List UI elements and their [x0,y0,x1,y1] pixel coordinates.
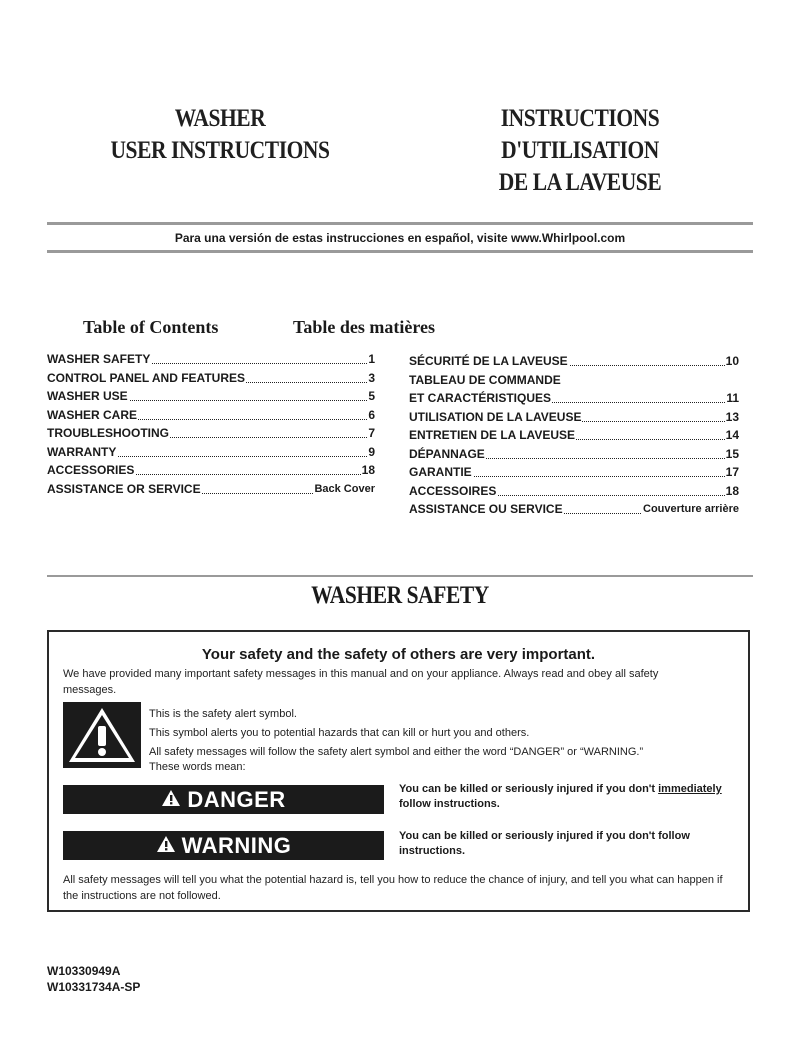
toc-entry-label: GARANTIE [409,465,472,479]
toc-entry-page: 18 [361,463,375,477]
toc-entry-page: Back Cover [313,480,375,498]
french-title [445,103,715,199]
doc-code: W10331734A-SP [47,980,141,994]
toc-entry-page: 3 [368,370,375,385]
doc-code: W10330949A [47,964,121,978]
toc-heading-fr: Table des matières [293,317,435,337]
toc-entry-label: ACCESSOIRES [409,483,497,498]
toc-entry-label: UTILISATION DE LA LAVEUSE [409,409,582,424]
english-title [70,103,370,167]
section-rule [47,575,753,577]
toc-entry-page: 17 [725,465,739,479]
toc-entry-label: WARRANTY [47,444,117,459]
toc-entry [47,443,375,461]
safety-box [47,630,750,912]
alert-small-icon [156,833,176,859]
danger-desc [399,782,749,812]
danger-banner [63,785,384,814]
french-title-line: DE LA LAVEUSE [498,169,662,196]
toc-entry-page: 18 [725,483,739,498]
toc-entry-label: TABLEAU DE COMMANDE [409,372,561,387]
warning-desc-1: You can be killed or seriously injured if you don't follow [399,830,690,842]
toc-entry-label: WASHER CARE [47,407,138,422]
toc-entry-label: TROUBLESHOOTING [47,426,169,440]
section-title: WASHER SAFETY [311,582,489,609]
toc-entry [47,369,375,387]
toc-entry-page: 10 [725,354,739,368]
toc-entry-page: 5 [368,389,375,403]
toc-entry [47,461,375,479]
toc-entry [47,424,375,442]
warning-desc [399,829,749,859]
toc-entry [409,463,739,481]
french-title-line: D'UTILISATION [501,137,659,164]
danger-desc-post: follow instructions. [399,798,500,810]
toc-entry [47,350,375,368]
warning-label: WARNING [181,832,292,858]
symbol-line: This symbol alerts you to potential hazards that can kill or hurt you and others. [149,727,530,739]
warning-desc-2: instructions. [399,845,466,857]
toc-entry [47,480,375,498]
english-title-line: WASHER [174,105,266,132]
french-title-line: INSTRUCTIONS [500,105,660,132]
toc-entry-label: WASHER USE [47,389,128,403]
toc-entry-page: 9 [368,444,375,459]
toc-entry-page: 15 [725,446,739,461]
toc-entry-label: DÉPANNAGE [409,446,485,461]
toc-entry-label: ASSISTANCE OR SERVICE [47,481,201,496]
alert-triangle-icon [63,702,141,768]
toc-entry-label: ENTRETIEN DE LA LAVEUSE [409,428,576,442]
toc-entry-page: 6 [368,407,375,422]
toc-entry-page: 13 [725,409,739,424]
toc-entry [409,371,739,389]
toc-entry [409,482,739,500]
spanish-note: Para una versión de estas instrucciones en español, visite www.Whirlpool.com [174,231,626,245]
toc-entry-page: 14 [725,428,739,442]
toc-entry [409,426,739,444]
toc-entry [409,389,739,407]
toc-entry-page: Couverture arrière [642,500,739,518]
toc-entry-page: 11 [726,391,739,405]
safety-intro: We have provided many important safety messages in this manual and on your appliance. Always read and obey all safety messages. [63,668,659,696]
toc-entry-label: SÉCURITÉ DE LA LAVEUSE [409,354,568,368]
danger-desc-pre: You can be killed or seriously injured if you don't [399,783,659,795]
toc-entry [409,500,739,518]
symbol-line: All safety messages will follow the safety alert symbol and either the word “DANGER” or “WARNING.” [149,746,644,758]
toc-entry-label: CONTROL PANEL AND FEATURES [47,370,246,385]
toc-entry-label: ACCESSORIES [47,463,135,477]
top-rule [47,222,753,225]
safety-headline: Your safety and the safety of others are very important. [201,646,596,663]
danger-desc-emph: immediately [658,783,722,795]
symbol-line: These words mean: [149,761,246,773]
toc-entry [409,445,739,463]
toc-entry [47,406,375,424]
toc-entry-label: ASSISTANCE OU SERVICE [409,502,563,516]
toc-entry [47,387,375,405]
symbol-line: This is the safety alert symbol. [149,708,297,720]
danger-label: DANGER [187,786,286,812]
safety-footer: All safety messages will tell you what the potential hazard is, tell you how to reduce the chance of injury, and tell you what can happen if the instructions are not followed. [63,874,723,902]
toc-entry-page: 7 [368,426,375,440]
toc-heading-en: Table of Contents [83,317,219,337]
english-title-line: USER INSTRUCTIONS [110,137,330,164]
toc-entry-label: WASHER SAFETY [47,352,151,366]
warning-banner [63,831,384,860]
toc-entry-label: ET CARACTÉRISTIQUES [409,391,552,405]
toc-entry [409,352,739,370]
toc-entry [409,408,739,426]
toc-entry-page: 1 [368,352,375,366]
top-rule-2 [47,250,753,253]
alert-small-icon [161,787,181,813]
